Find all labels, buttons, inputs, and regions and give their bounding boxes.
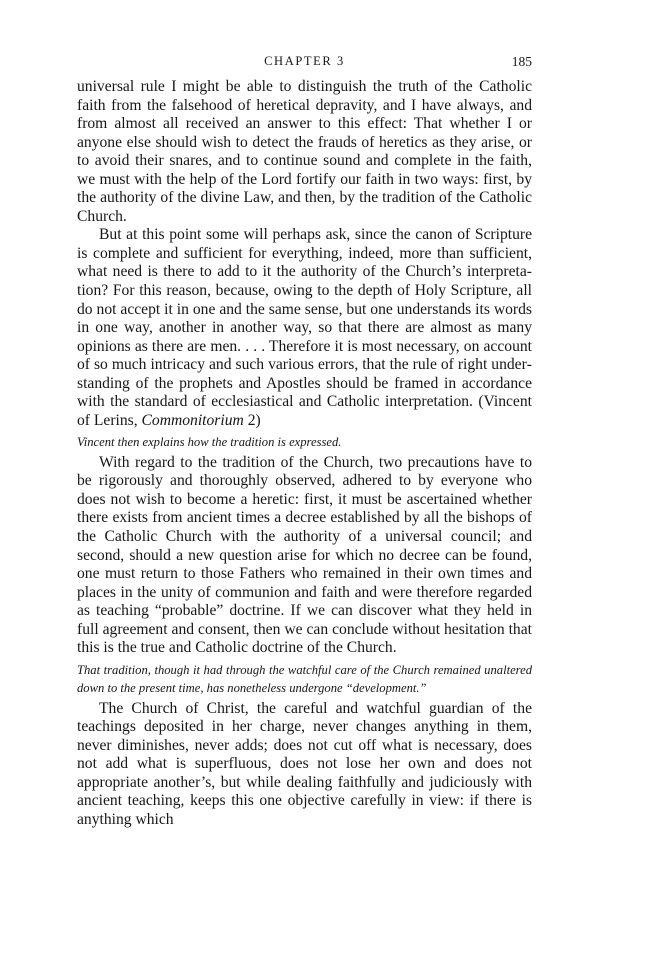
editorial-note: That tradition, though it had through the watchful care of the Church remained unaltered down to the present time, has nonetheless undergone “development.” <box>77 662 532 696</box>
running-header <box>77 54 532 78</box>
paragraph-continued: universal rule I might be able to distinguish the truth of the Catholic faith from the falsehood of heretical depravity, and I have always, and from almost all received an answer to this effect: That whether I or anyone else should wish to detect the frauds of heretics as they arise, or to avoid their snares, and to continue sound and complete in the faith, we must with the help of the Lord fortify our faith in two ways: first, by the authority of the divine Law, and then, by the tradition of the Catholic Church. <box>77 78 532 225</box>
paragraph-church-guardian: The Church of Christ, the careful and watchful guardian of the teachings deposited in her charge, never changes anything in them, never diminishes, never adds; does not cut off what is necessary, does not add what is superfluous, does not lose her own and does not appropriate another’s, but while dealing faithfully and judiciously with ancient teaching, keeps this one objective carefully in view: if there is anything which <box>77 699 532 828</box>
book-page <box>77 54 532 829</box>
chapter-title: CHAPTER 3 <box>264 54 345 68</box>
paragraph-tradition-precautions: With regard to the tradition of the Church, two precautions have to be rigorously and thoroughly observed, adhered to by everyone who does not wish to become a heretic: first, it must be ascertained whether there exists from ancient times a decree established by all the bishops of the Catholic Church with the authority of a universal council; and second, should a new question arise for which no decree can be found, one must return to those Fathers who remained in their own times and places in the unity of communion and faith and were therefore regarded as teaching “probable” doctrine. If we can discover what they held in full agreement and consent, then we can conclude without hesitation that this is the true and Catholic doctrine of the Church. <box>77 453 532 657</box>
page-number: 185 <box>511 54 532 69</box>
citation-section: 2) <box>247 411 261 429</box>
paragraph-scripture-interpretation <box>77 226 532 430</box>
citation-title: Commonitorium <box>141 411 244 429</box>
paragraph-text: But at this point some will perhaps ask, since the canon of Scripture is complete and sufficient for everything, indeed, more than sufficient, what need is there to add to it the authority of the Church’s interpretation? For this reason, because, owing to the depth of Holy Scripture, all do not accept it in one and the same sense, but one understands its words in one way, another in another way, so that there are almost as many opinions as there are men. . . . Therefore it is most necessary, on account of so much intricacy and such various errors, that the rule of right understanding of the prophets and Apostles should be framed in accordance with the standard of ecclesiastical and Catholic interpretation. (Vincent of Lerins, <box>77 226 532 429</box>
editorial-note: Vincent then explains how the tradition is expressed. <box>77 435 342 450</box>
